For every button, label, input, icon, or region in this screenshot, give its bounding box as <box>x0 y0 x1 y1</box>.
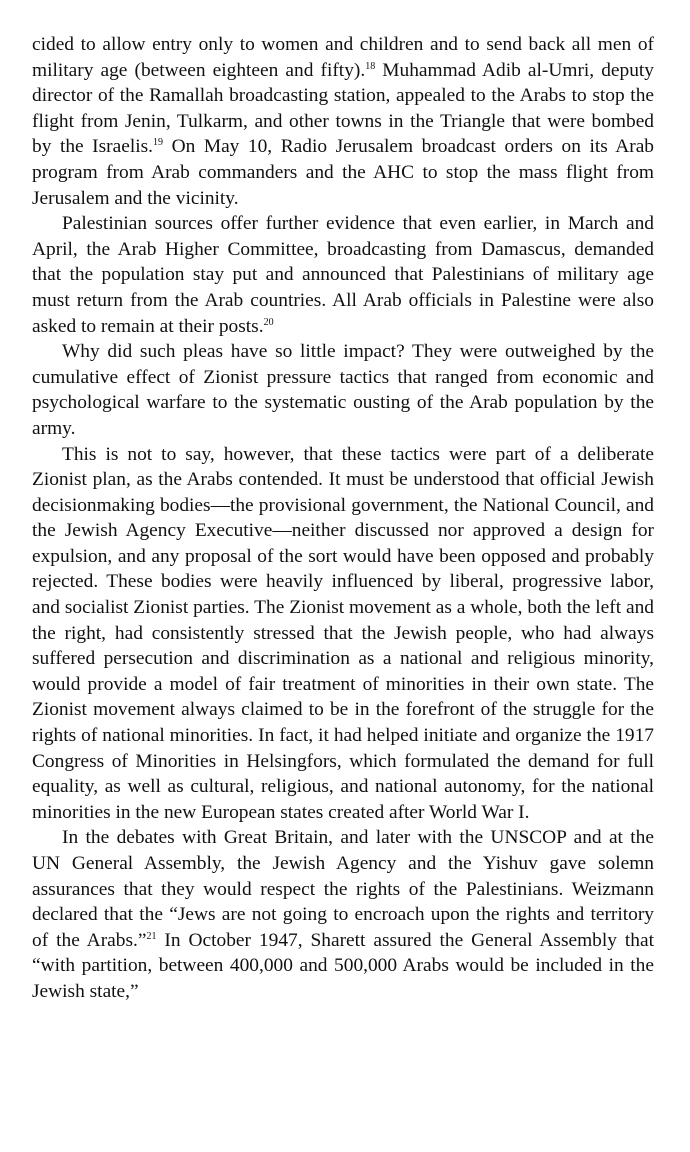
footnote-marker: 21 <box>146 930 157 942</box>
paragraph-text: cided to allow entry only to women and children and to send back all men of military age (between eighteen and fifty). <box>32 34 654 81</box>
body-text <box>32 32 654 1005</box>
document-page <box>32 32 654 1005</box>
paragraph-text: Why did such pleas have so little impact? They were outweighed by the cumulative effect of Zionist pressure tactics that ranged from economic and psychological warfare to the systematic ousting of the Arab population by the army. <box>32 341 654 439</box>
paragraph <box>32 339 654 441</box>
paragraph-text: This is not to say, however, that these tactics were part of a deliberate Zionist plan, as the Arabs contended. It must be understood that official Jewish decisionmaking bodies—the provisional government, the National Council, and the Jewish Agency Executive—neither discussed nor approved a design for expulsion, and any proposal of the sort would have been opposed and probably rejected. These bodies were heavily influenced by liberal, progressive labor, and socialist Zionist parties. The Zionist movement as a whole, both the left and the right, had consistently stressed that the Jewish people, who had always suffered persecution and discrimination as a national and religious minority, would provide a model of fair treatment of minorities in their own state. The Zionist movement always claimed to be in the forefront of the struggle for the rights of national minorities. In fact, it had helped initiate and organize the 1917 Congress of Minorities in Helsingfors, which formulated the demand for full equality, as well as cultural, religious, and national autonomy, for the national minorities in the new European states created after World War I. <box>32 443 654 823</box>
footnote-marker: 20 <box>263 316 274 328</box>
paragraph-text: In the debates with Great Britain, and later with the UNSCOP and at the UN General Assembly, the Jewish Agency and the Yishuv gave solemn assurances that they would respect the rights of the Palestinians. Weizmann declared that the “Jews are not going to encroach upon the rights and territory of the Arabs.” <box>32 827 654 951</box>
paragraph <box>32 32 654 211</box>
footnote-marker: 19 <box>153 137 164 149</box>
paragraph-text: On May 10, Radio Jerusalem broadcast orders on its Arab program from Arab commanders and the AHC to stop the mass flight from Jerusalem and the vicinity. <box>32 136 655 209</box>
footnote-marker: 18 <box>365 60 376 72</box>
paragraph <box>32 825 654 1004</box>
paragraph-text: Palestinian sources offer further evidence that even earlier, in March and April, the Arab Higher Committee, broadcasting from Damascus, demanded that the population stay put and announced that Palestinians of military age must return from the Arab countries. All Arab officials in Palestine were also asked to remain at their posts. <box>32 213 654 337</box>
paragraph <box>32 442 654 826</box>
paragraph-text: In October 1947, Sharett assured the General Assembly that “with partition, between 400,000 and 500,000 Arabs would be included in the Jewish state,” <box>32 929 654 1002</box>
paragraph <box>32 211 654 339</box>
paragraph-text: Muhammad Adib al-Umri, deputy director of the Ramallah broadcasting station, appealed to the Arabs to stop the flight from Jenin, Tulkarm, and other towns in the Triangle that were bombed by the Israelis. <box>32 59 655 158</box>
